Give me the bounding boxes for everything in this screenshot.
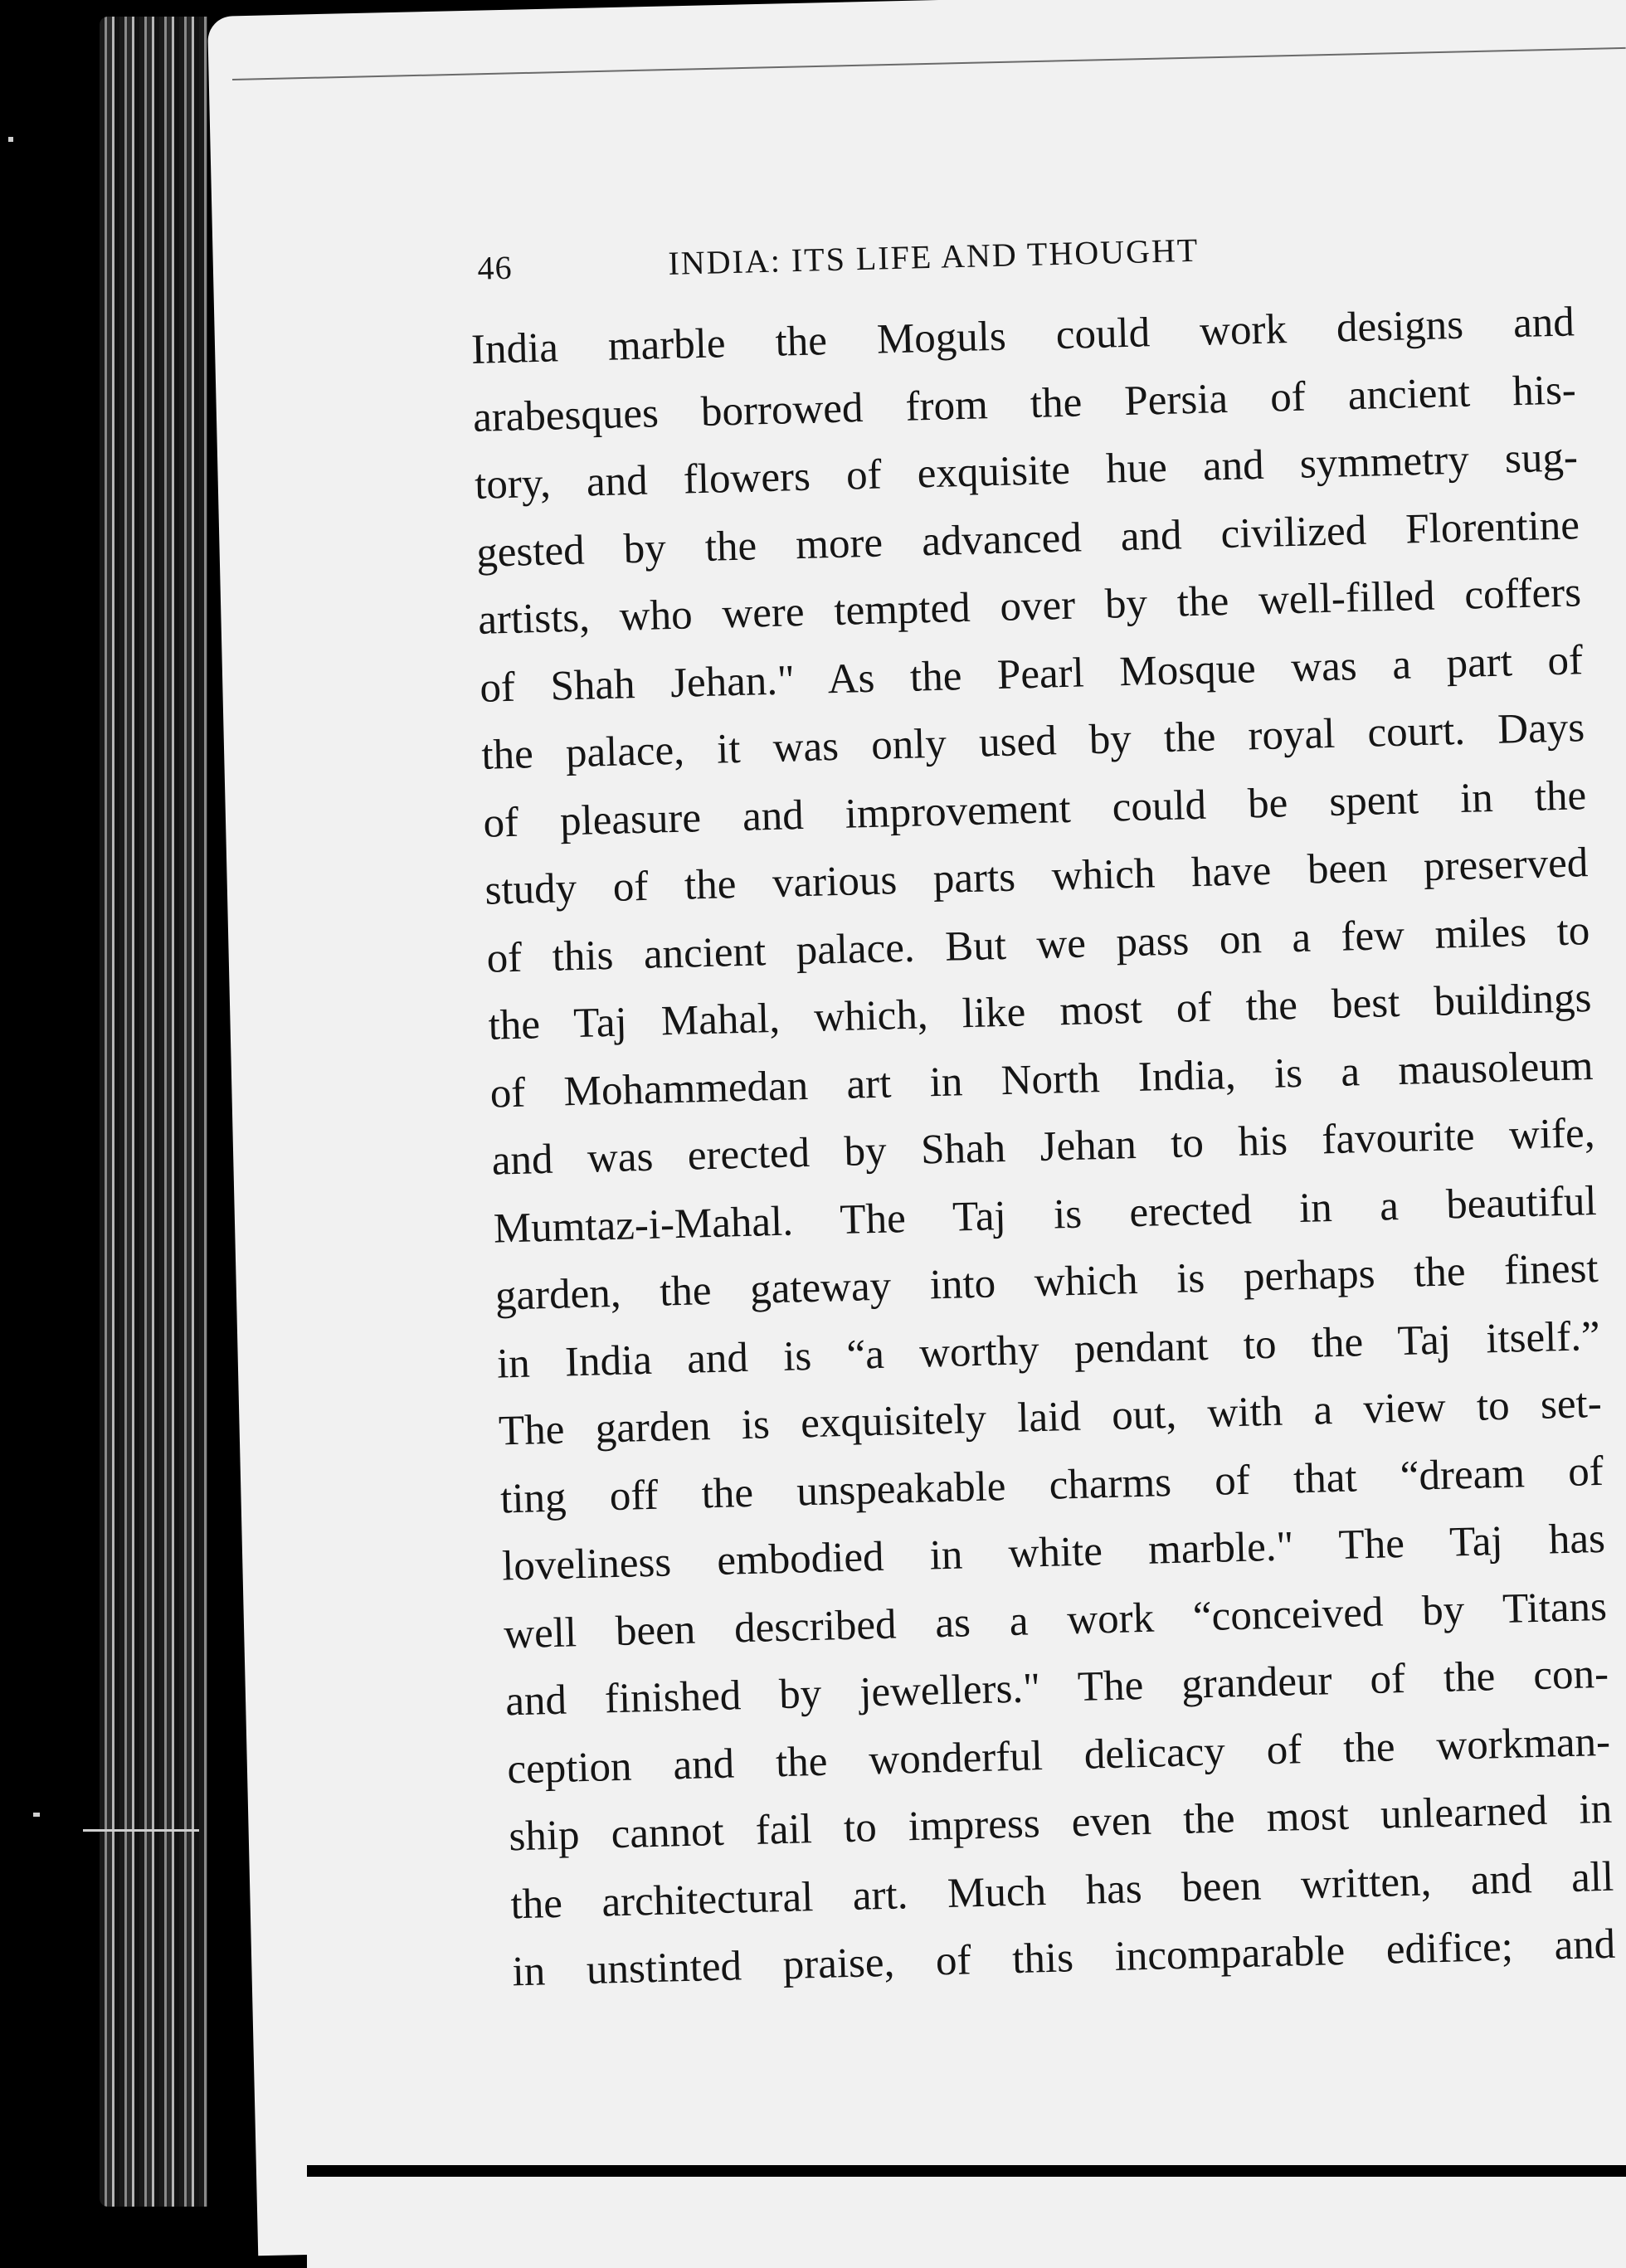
text-line: ship cannot fail to impress even the most unlearned in (508, 1785, 1613, 1861)
text-line: of Mohammedan art in North India, is a mausoleum (489, 1042, 1594, 1117)
text-line: the Taj Mahal, which, like most of the best buildings (488, 975, 1592, 1049)
text-line: of pleasure and improvement could be spent in the (482, 771, 1587, 847)
text-line: gested by the more advanced and civilized Florentine (475, 501, 1580, 577)
scan-speck (33, 1813, 40, 1817)
text-line: India marble the Moguls could work designs and (470, 299, 1575, 373)
running-head-title: INDIA: ITS LIFE AND THOUGHT (667, 231, 1200, 282)
book-spine (100, 17, 207, 2207)
text-line: ting off the unspeakable charms of that “dream of (499, 1448, 1604, 1523)
text-line: and finished by jewellers." The grandeur of the con- (504, 1650, 1609, 1725)
text-line: arabesques borrowed from the Persia of ancient his- (472, 366, 1577, 441)
text-line: artists, who were tempted over by the well-filled coffers (477, 569, 1582, 644)
text-line: The garden is exquisitely laid out, with a view to set- (498, 1380, 1603, 1455)
text-line: in unstinted praise, of this incomparable edifice; and (511, 1920, 1616, 1996)
page-bottom-margin (307, 2165, 1626, 2268)
text-line: Mumtaz-i-Mahal. The Taj is erected in a beautiful (493, 1177, 1598, 1253)
body-text (470, 289, 1616, 2007)
page-number: 46 (477, 248, 514, 287)
scan-speck (83, 1829, 199, 1832)
scan-speck (8, 137, 13, 142)
page-text (469, 221, 1616, 2006)
text-line: in India and is “a worthy pendant to the Taj itself.” (496, 1312, 1601, 1388)
text-line: garden, the gateway into which is perhaps the finest (494, 1244, 1599, 1320)
text-line: loveliness embodied in white marble." The Taj has (501, 1515, 1606, 1590)
text-line: the architectural art. Much has been written, and all (509, 1853, 1614, 1928)
text-line: the palace, it was only used by the royal court. Days (480, 704, 1585, 779)
text-line: ception and the wonderful delicacy of the workman- (506, 1718, 1611, 1793)
text-line: tory, and flowers of exquisite hue and symmetry sug- (474, 434, 1579, 509)
text-line: of Shah Jehan." As the Pearl Mosque was a part of (479, 636, 1584, 712)
text-line: and was erected by Shah Jehan to his favourite wife, (491, 1110, 1596, 1185)
text-line: study of the various parts which have been preserved (484, 840, 1589, 914)
text-line: well been described as a work “conceived by Titans (503, 1583, 1608, 1657)
text-line: of this ancient palace. But we pass on a few miles to (485, 907, 1590, 982)
